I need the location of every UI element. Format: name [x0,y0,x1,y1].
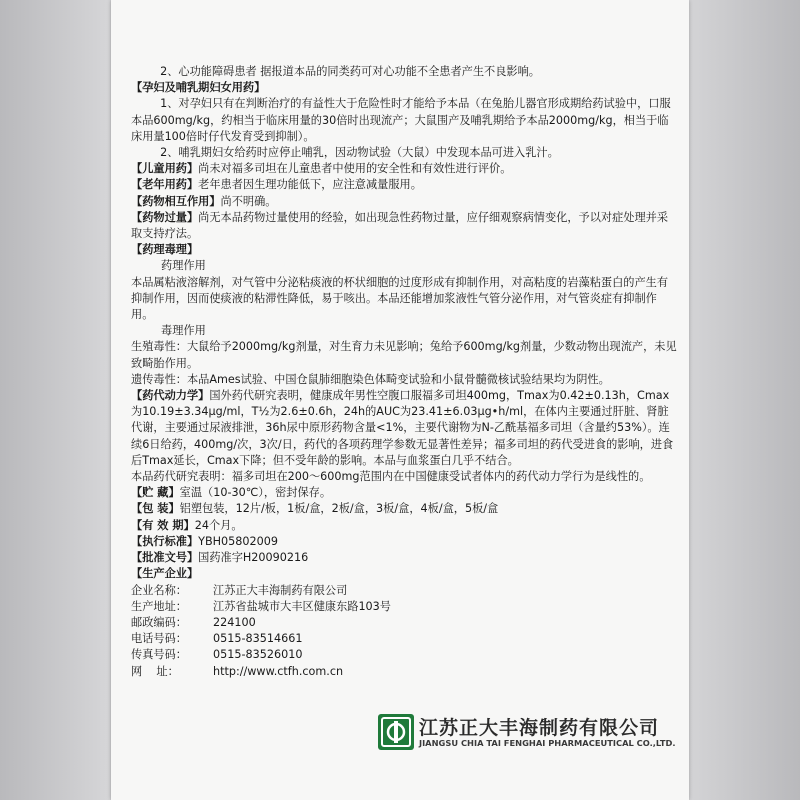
company-address-label: 生产地址： [131,599,187,613]
company-fax-label: 传真号码： [131,648,187,662]
company-logo-icon [377,713,415,751]
pharmacokinetics-text-2: 本品药代研究表明：福多司坦在200～600mg范围内在中国健康受试者体内的药代动力学行为是线性的。 [131,470,651,484]
heading-elderly: 【老年用药】 [131,178,199,192]
heading-pharmacokinetics: 【药代动力学】 [131,389,210,403]
heading-manufacturer: 【生产企业】 [131,567,199,581]
overdose-text: 尚无本品药物过量使用的经验，如出现急性药物过量，应仔细观察病情变化，予以对症处理并采取支持疗法。 [131,210,669,241]
subheading-action: 药理作用 [161,259,206,273]
company-fax: 0515-83526010 [213,648,303,662]
company-tel-label: 电话号码： [131,632,187,646]
heading-standard: 【执行标准】 [131,534,199,548]
footer-company-name: 江苏正大丰海制药有限公司 [419,717,660,739]
company-address: 江苏省盐城市大丰区健康东路103号 [213,599,391,613]
company-address-row [131,599,677,615]
section-storage [131,485,677,501]
package-text: 铝塑包装，12片/板，1板/盒，2板/盒，3板/盒，4板/盒，5板/盒 [179,502,499,516]
subheading-toxicology: 毒理作用 [161,324,206,338]
section-overdose [131,210,677,242]
company-zip: 224100 [213,615,256,629]
heading-package: 【包 装】 [131,502,180,516]
background-left [0,0,110,800]
company-tel: 0515-83514661 [213,632,303,646]
children-text: 尚未对福多司坦在儿童患者中使用的安全性和有效性进行评价。 [198,162,512,176]
interactions-text: 尚不明确。 [220,194,277,208]
heading-approval: 【批准文号】 [131,551,199,565]
company-fax-row [131,647,677,663]
pregnancy-item-1: 1、对孕妇只有在判断治疗的有益性大于危险性时才能给予本品（在兔胎儿器官形成期给药试验中，口服本品600mg/kg，约相当于临床用量的30倍时出现流产；大鼠围产及哺乳期给予本品2000mg/kg，相当于临床用量100倍时仔代发育受到抑制）。 [131,97,671,143]
validity-text: 24个月。 [194,518,243,532]
genetic-toxicity: 遗传毒性：本品Ames试验、中国仓鼠肺细胞染色体畸变试验和小鼠骨髓微核试验结果均为阴性。 [131,372,610,386]
heading-overdose: 【药物过量】 [131,210,199,224]
leaflet-page [111,0,689,800]
standard-text: YBH05802009 [198,534,279,548]
storage-text: 室温（10-30℃），密封保存。 [179,486,332,500]
action-text: 本品属粘液溶解剂，对气管中分泌粘痰液的杯状细胞的过度形成有抑制作用，对高粘度的岩藻粘蛋白的产生有抑制作用，因而使痰液的粘滞性降低，易于咳出。本品还能增加浆液性气管分泌作用，对气管炎症有抑制作用。 [131,275,669,322]
company-web-label: 网 址： [131,664,179,678]
section-approval [131,550,677,566]
section-standard [131,534,677,550]
heading-pregnancy: 【孕妇及哺乳期妇女用药】 [131,81,266,95]
heading-validity: 【有 效 期】 [131,518,195,532]
section-validity [131,518,677,534]
section-interactions [131,194,677,210]
pharmacokinetics-text: 国外药代研究表明，健康成年男性空腹口服福多司坦400mg，Tmax为0.42±0.13h，Cmax为10.19±3.34μg/ml，T½为2.6±0.6h，24h的AUC为23.41±6.03μg•h/ml，在体内主要通过肝脏、肾脏代谢，主要通过尿液排泄，36h尿中原形药物含量<1%，主要代谢物为N-乙酰基福多司坦（含量约53%）。连续6日给药，400mg/次，3次/日，药代的各项药理学参数无显著性差异；福多司坦的药代受进食的影响，进食后Tmax延长，Cmax下降；但不受年龄的影响。本品与血浆蛋白几乎不结合。 [131,389,674,467]
heading-storage: 【贮 藏】 [131,486,180,500]
approval-text: 国药准字H20090216 [198,551,309,565]
heading-interactions: 【药物相互作用】 [131,194,221,208]
reproductive-toxicity: 生殖毒性：大鼠给予2000mg/kg剂量，对生育力未见影响；兔给予600mg/kg剂量，少数动物出现流产，未见致畸胎作用。 [131,340,677,370]
company-name: 江苏正大丰海制药有限公司 [213,583,348,597]
heading-pharmacology: 【药理毒理】 [131,243,199,257]
background-right [680,0,800,800]
pregnancy-item-2: 2、哺乳期妇女给药时应停止哺乳，因动物试验（大鼠）中发现本品可进入乳汁。 [160,146,559,160]
elderly-text: 老年患者因生理功能低下，应注意减量服用。 [198,178,422,192]
company-name-label: 企业名称： [131,583,187,597]
company-website: http://www.ctfh.com.cn [213,664,344,678]
heading-children: 【儿童用药】 [131,162,199,176]
company-footer [377,713,677,755]
section-package [131,501,677,517]
cardiac-note: 2、心功能障碍患者 据报道本品的同类药可对心功能不全患者产生不良影响。 [160,65,540,78]
section-children [131,161,677,177]
company-zip-row [131,615,677,631]
section-pharmacokinetics [131,388,677,469]
company-name-row [131,583,677,599]
company-web-row [131,664,677,680]
company-zip-label: 邮政编码： [131,615,187,629]
leaflet-text [131,64,677,680]
footer-company-name-en: JIANGSU CHIA TAI FENGHAI PHARMACEUTICAL CO.,LTD. [419,738,676,748]
company-tel-row [131,631,677,647]
section-elderly [131,177,677,193]
